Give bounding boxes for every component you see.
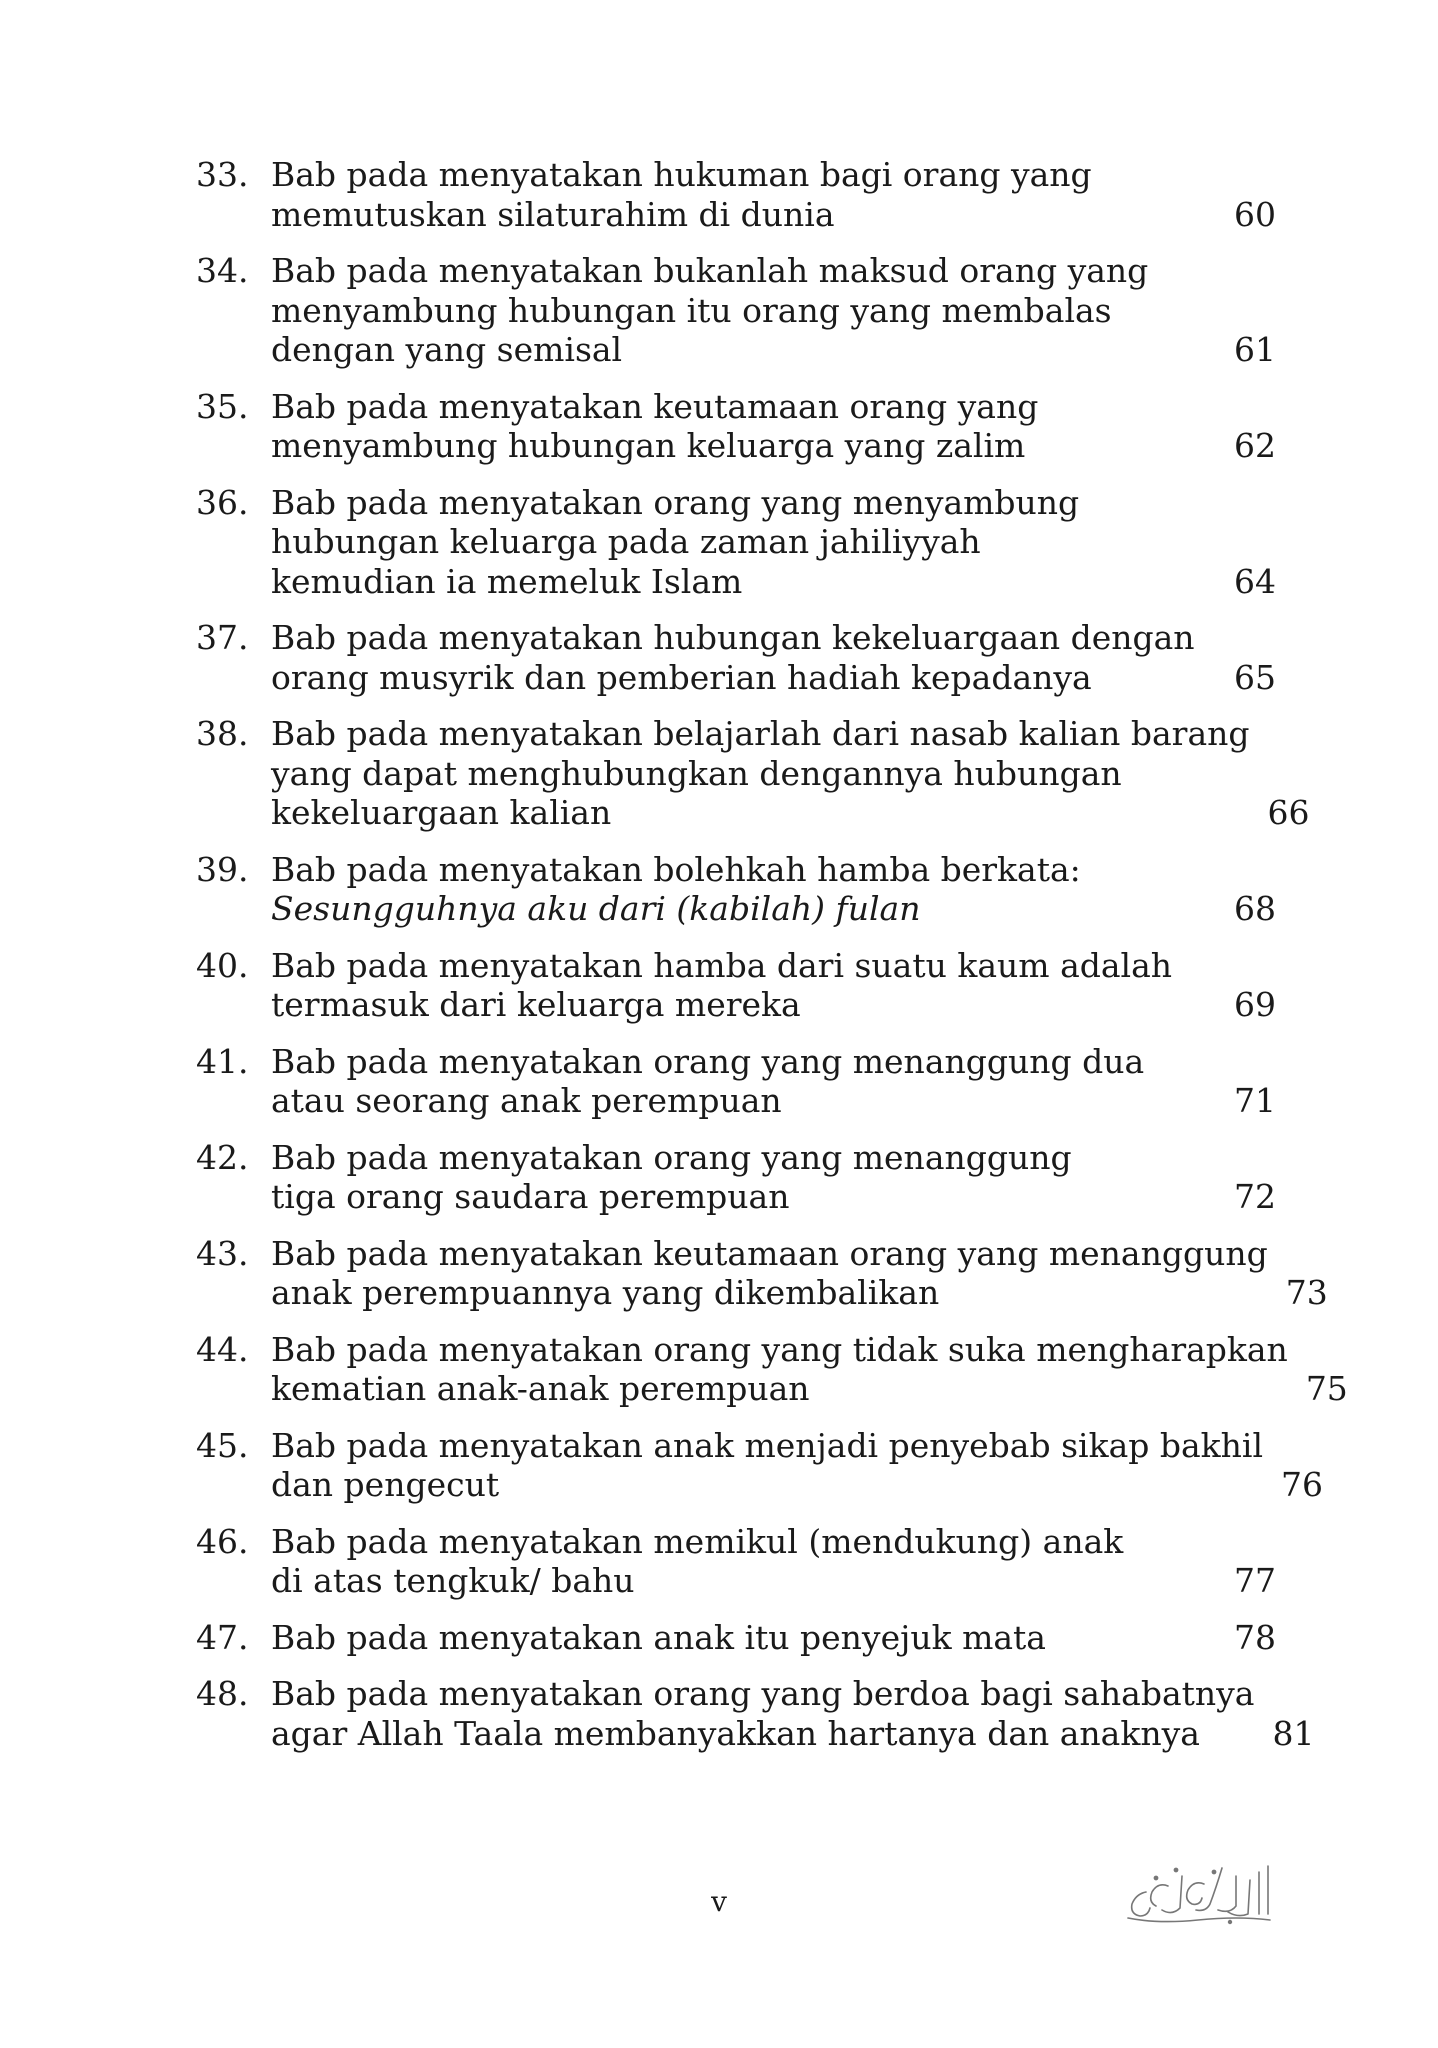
toc-entry — [196, 1233, 1328, 1313]
entry-number: 33. — [196, 155, 249, 194]
entry-title-line: Bab pada menyatakan orang yang berdoa bagi sahabatnya — [271, 1674, 1255, 1713]
entry-page-number: 64 — [1234, 561, 1276, 601]
entry-title-line: yang dapat menghubungkan dengannya hubungan — [271, 753, 1122, 793]
table-of-contents — [196, 155, 1348, 1770]
toc-entry — [196, 251, 1276, 370]
entry-title — [271, 1674, 1254, 1753]
entry-title — [271, 946, 1216, 1025]
entry-number: 34. — [196, 251, 249, 290]
entry-title-line: di atas tengkuk/ bahu — [271, 1561, 635, 1600]
entry-page-number: 81 — [1272, 1713, 1315, 1753]
entry-page-number: 76 — [1281, 1465, 1324, 1504]
toc-entry — [196, 1138, 1276, 1217]
toc-entry — [196, 714, 1310, 833]
entry-page-number: 72 — [1234, 1177, 1276, 1216]
toc-entry — [196, 1329, 1348, 1409]
toc-entry — [196, 387, 1276, 466]
entry-number: 46. — [196, 1521, 249, 1561]
entry-title — [271, 1522, 1216, 1601]
entry-title-line: agar Allah Taala membanyakkan hartanya dan anaknya — [271, 1713, 1200, 1753]
entry-title-line: Bab pada menyatakan keutamaan orang yang — [271, 386, 1039, 426]
entry-title-line: menyambung hubungan itu orang yang membalas — [271, 290, 1112, 330]
entry-page-number: 75 — [1305, 1369, 1348, 1408]
entry-number: 35. — [196, 386, 249, 426]
entry-title — [271, 1042, 1216, 1121]
entry-title-line: hubungan keluarga pada zaman jahiliyyah — [271, 522, 981, 561]
entry-title-line: Bab pada menyatakan orang yang menanggung dua — [271, 1041, 1145, 1081]
entry-title-line: Bab pada menyatakan orang yang menyambung — [271, 482, 1080, 522]
entry-title — [271, 1234, 1268, 1313]
entry-title-line: anak perempuannya yang dikembalikan — [271, 1273, 940, 1312]
entry-number: 37. — [196, 618, 249, 657]
entry-number: 45. — [196, 1425, 249, 1465]
toc-entry — [196, 1425, 1324, 1505]
entry-number: 39. — [196, 849, 249, 889]
entry-title-line: Bab pada menyatakan orang yang tidak suka mengharapkan — [271, 1329, 1288, 1369]
entry-title-line: Sesungguhnya aku dari (kabilah) fulan — [271, 889, 921, 928]
toc-entry — [196, 155, 1276, 234]
entry-title — [271, 1618, 1216, 1658]
entry-title-line: dan pengecut — [271, 1465, 500, 1504]
entry-page-number: 65 — [1234, 657, 1276, 697]
toc-entry — [196, 618, 1276, 697]
entry-title — [271, 1330, 1288, 1409]
entry-title-line: Bab pada menyatakan hubungan kekeluargaan dengan — [271, 618, 1195, 657]
entry-title-line: Bab pada menyatakan orang yang menanggung — [271, 1137, 1072, 1177]
entry-title — [271, 483, 1216, 602]
entry-title-line: Bab pada menyatakan anak itu penyejuk mata — [271, 1617, 1046, 1657]
toc-entry — [196, 1042, 1276, 1121]
entry-title-line: memutuskan silaturahim di dunia — [271, 194, 835, 234]
entry-title — [271, 1426, 1263, 1505]
entry-title-line: orang musyrik dan pemberian hadiah kepadanya — [271, 657, 1092, 697]
entry-title-line: Bab pada menyatakan keutamaan orang yang menanggung — [271, 1233, 1268, 1273]
entry-title-line: Bab pada menyatakan bukanlah maksud orang yang — [271, 251, 1149, 290]
toc-entry — [196, 483, 1276, 602]
entry-number: 40. — [196, 945, 249, 985]
entry-page-number: 60 — [1234, 194, 1276, 234]
toc-entry — [196, 850, 1276, 929]
entry-title-line: Bab pada menyatakan anak menjadi penyebab sikap bakhil — [271, 1425, 1264, 1465]
entry-title-line: termasuk dari keluarga mereka — [271, 985, 801, 1024]
toc-entry — [196, 1674, 1315, 1753]
entry-title — [271, 155, 1216, 234]
entry-page-number: 77 — [1234, 1561, 1276, 1600]
entry-title — [271, 714, 1250, 833]
toc-entry — [196, 946, 1276, 1025]
entry-title — [271, 1138, 1216, 1217]
entry-title-line: kematian anak-anak perempuan — [271, 1369, 810, 1408]
entry-page-number: 62 — [1234, 426, 1276, 465]
entry-title-line: kekeluargaan kalian — [271, 793, 612, 832]
entry-page-number: 69 — [1234, 985, 1276, 1024]
entry-title-line: Bab pada menyatakan memikul (mendukung) anak — [271, 1521, 1124, 1561]
entry-title — [271, 618, 1216, 697]
toc-entry — [196, 1522, 1276, 1601]
entry-title-line: Bab pada menyatakan hamba dari suatu kaum adalah — [271, 945, 1173, 985]
calligraphy-logo-icon — [1118, 1858, 1278, 1928]
toc-entry — [196, 1618, 1276, 1658]
entry-number: 48. — [196, 1674, 249, 1713]
entry-page-number: 73 — [1285, 1273, 1328, 1312]
entry-page-number: 78 — [1234, 1617, 1276, 1657]
entry-title-line: Bab pada menyatakan bolehkah hamba berkata: — [271, 849, 1081, 889]
entry-title — [271, 850, 1216, 929]
entry-title-line: kemudian ia memeluk Islam — [271, 561, 743, 601]
entry-number: 44. — [196, 1329, 249, 1369]
entry-number: 47. — [196, 1617, 249, 1657]
entry-title — [271, 387, 1216, 466]
entry-title-line: Bab pada menyatakan belajarlah dari nasab kalian barang — [271, 714, 1250, 753]
entry-title-line: tiga orang saudara perempuan — [271, 1177, 790, 1216]
entry-number: 41. — [196, 1041, 249, 1081]
entry-title — [271, 251, 1216, 370]
entry-title-line: Bab pada menyatakan hukuman bagi orang yang — [271, 155, 1092, 194]
entry-title-line: dengan yang semisal — [271, 330, 623, 369]
page-number: v — [711, 1885, 727, 1918]
entry-page-number: 66 — [1267, 793, 1310, 832]
entry-page-number: 68 — [1234, 889, 1276, 928]
entry-page-number: 71 — [1234, 1081, 1276, 1120]
entry-page-number: 61 — [1234, 330, 1276, 369]
entry-number: 43. — [196, 1233, 249, 1273]
entry-number: 42. — [196, 1137, 249, 1177]
entry-number: 36. — [196, 482, 249, 522]
entry-number: 38. — [196, 714, 249, 753]
entry-title-line: atau seorang anak perempuan — [271, 1081, 782, 1120]
entry-title-line: menyambung hubungan keluarga yang zalim — [271, 426, 1026, 465]
